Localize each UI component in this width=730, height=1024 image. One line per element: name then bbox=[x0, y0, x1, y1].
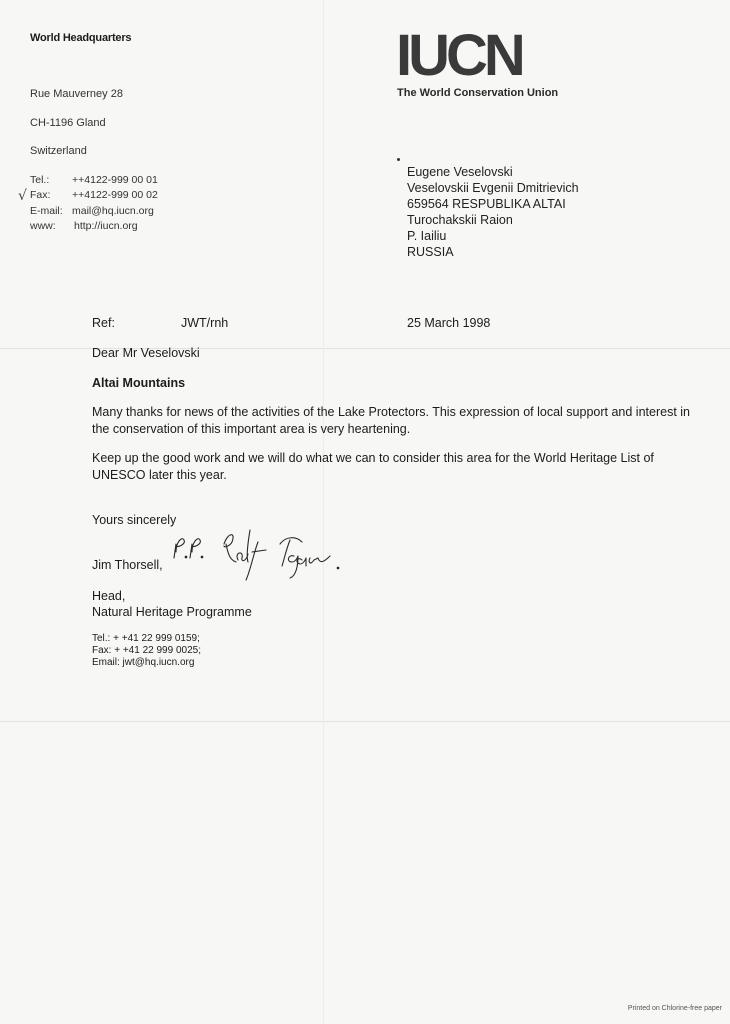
title-line: Head, bbox=[92, 589, 126, 603]
sender-tel bbox=[30, 174, 158, 186]
recipient-address bbox=[407, 164, 579, 260]
signatory-fax: Fax: + +41 22 999 0025; bbox=[92, 645, 201, 656]
sender-fax bbox=[30, 189, 158, 201]
title-line: Natural Heritage Programme bbox=[92, 605, 252, 619]
signatory-title bbox=[92, 588, 252, 620]
sender-email bbox=[30, 205, 154, 217]
recipient-line: 659564 RESPUBLIKA ALTAI bbox=[407, 197, 566, 211]
dot-mark bbox=[397, 158, 400, 161]
iucn-logo: IUCN bbox=[396, 23, 522, 88]
contact-value: http://iucn.org bbox=[74, 220, 138, 232]
body-paragraph: Keep up the good work and we will do what we can to consider this area for the World Heritage List of UNESCO later this year. bbox=[92, 451, 654, 482]
contact-label: www: bbox=[30, 220, 56, 232]
contact-label: Fax: bbox=[30, 189, 51, 201]
contact-label: Tel.: bbox=[30, 174, 50, 186]
recipient-line: Turochakskii Raion bbox=[407, 213, 513, 227]
footer-note: Printed on Chlorine-free paper bbox=[627, 1005, 722, 1012]
paper-fold bbox=[0, 721, 730, 722]
salutation: Dear Mr Veselovski bbox=[92, 346, 200, 360]
contact-value: ++4122-999 00 01 bbox=[72, 174, 158, 186]
sender-heading: World Headquarters bbox=[30, 32, 132, 44]
signatory-name: Jim Thorsell, bbox=[92, 558, 163, 572]
sender-address-line: Rue Mauverney 28 bbox=[30, 88, 123, 100]
contact-value: ++4122-999 00 02 bbox=[72, 189, 158, 201]
body-paragraph: Many thanks for news of the activities of the Lake Protectors. This expression of local support and interest in the conservation of this important area is very heartening. bbox=[92, 405, 690, 436]
check-mark-icon: √ bbox=[18, 188, 27, 204]
handwritten-signature bbox=[168, 522, 348, 582]
subject-line: Altai Mountains bbox=[92, 376, 186, 390]
sender-web bbox=[30, 220, 138, 232]
contact-value: mail@hq.iucn.org bbox=[72, 205, 154, 217]
signatory-email: Email: jwt@hq.iucn.org bbox=[92, 657, 195, 668]
paper-fold bbox=[323, 0, 324, 1024]
letter-date: 25 March 1998 bbox=[407, 316, 491, 330]
signatory-contacts bbox=[92, 633, 201, 669]
recipient-line: Veselovskii Evgenii Dmitrievich bbox=[407, 181, 579, 195]
signatory-tel: Tel.: + +41 22 999 0159; bbox=[92, 633, 200, 644]
recipient-line: Eugene Veselovski bbox=[407, 165, 513, 179]
sender-address-line: CH-1196 Gland bbox=[30, 117, 106, 129]
sender-address-line: Switzerland bbox=[30, 145, 87, 157]
contact-label: E-mail: bbox=[30, 205, 63, 217]
ref-label: Ref: bbox=[92, 316, 115, 330]
closing: Yours sincerely bbox=[92, 513, 177, 527]
ref-value: JWT/rnh bbox=[181, 316, 229, 330]
recipient-line: P. Iailiu bbox=[407, 229, 447, 243]
logo-subtitle: The World Conservation Union bbox=[397, 87, 559, 99]
recipient-line: RUSSIA bbox=[407, 245, 454, 259]
